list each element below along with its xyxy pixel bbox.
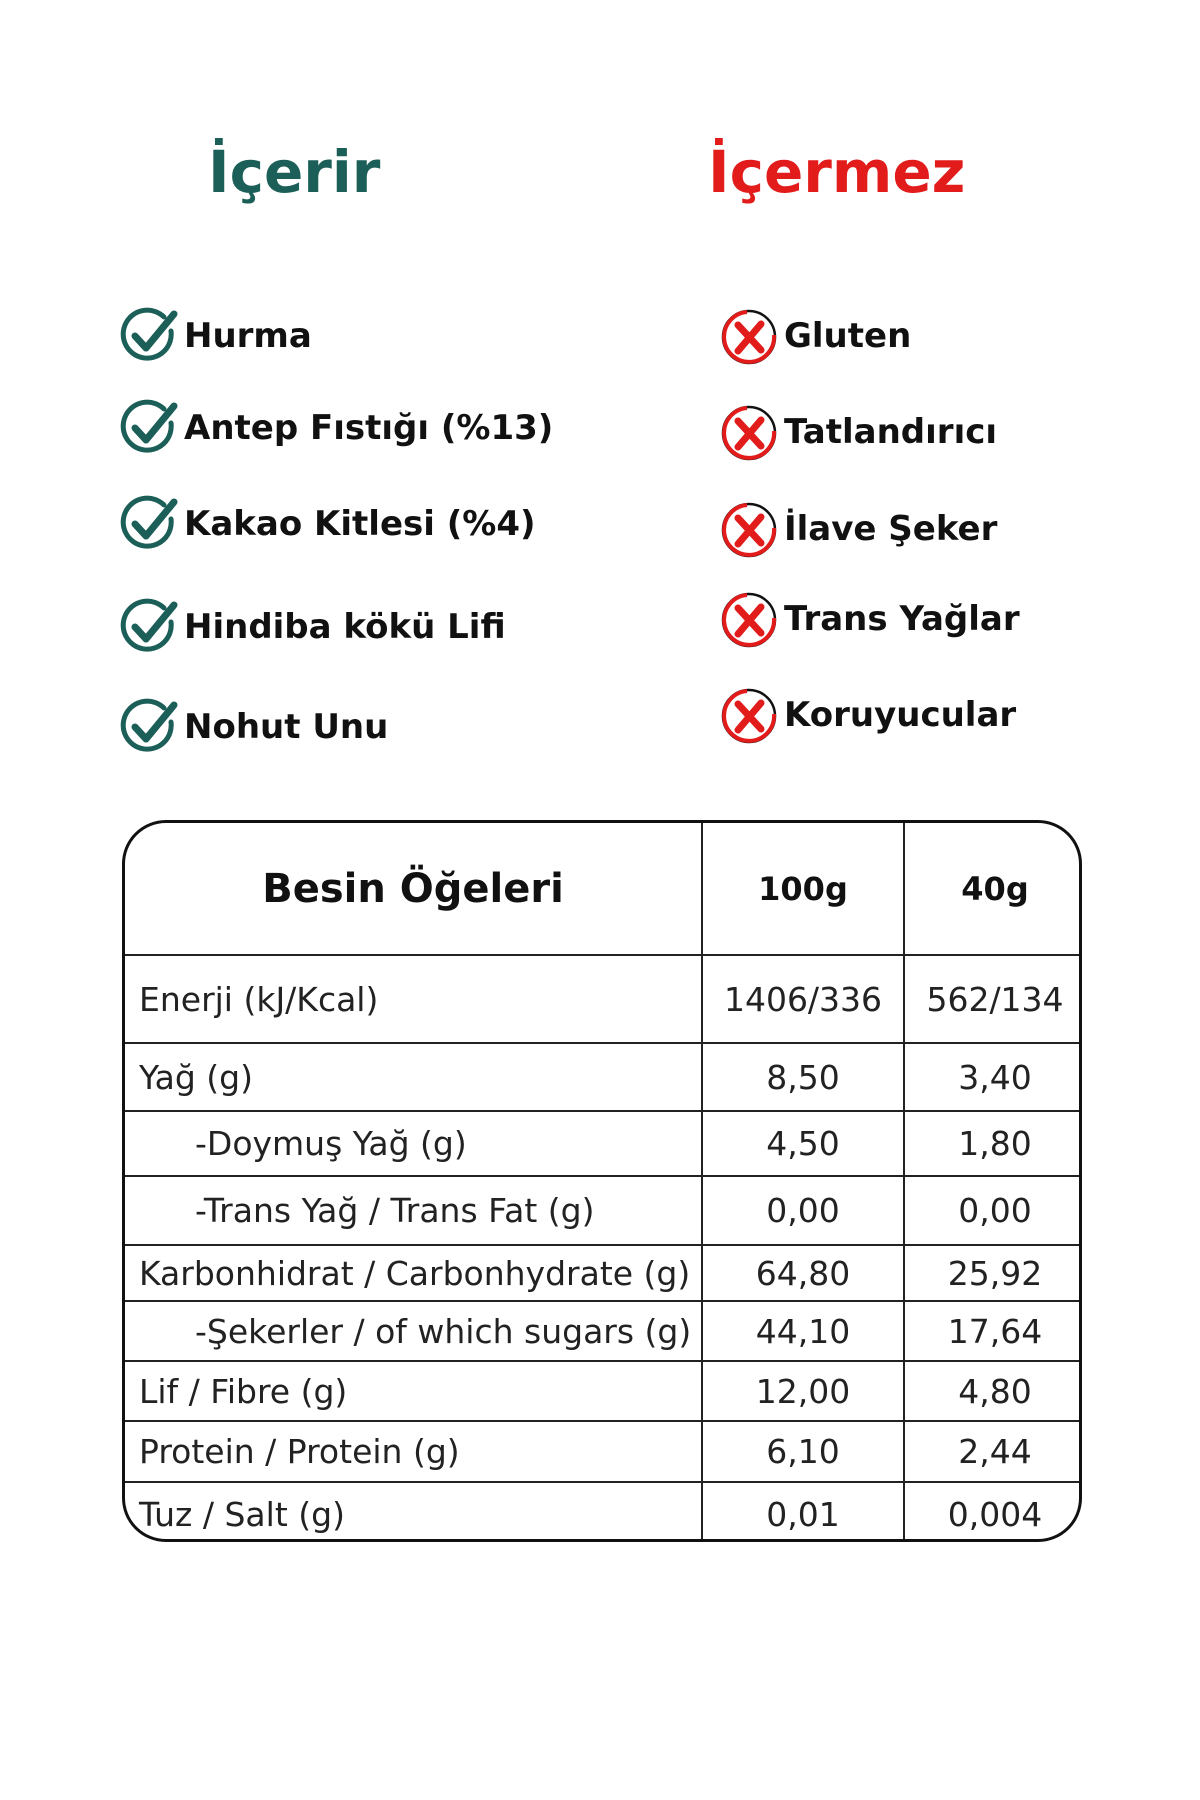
row-value-40g: 0,004 — [904, 1482, 1082, 1542]
row-value-100g: 0,00 — [702, 1176, 904, 1245]
contains-item-label: Antep Fıstığı (%13) — [184, 408, 554, 448]
header-40g: 40g — [904, 823, 1082, 955]
excludes-item — [718, 401, 997, 463]
excludes-item-label: Trans Yağlar — [784, 599, 1020, 639]
table-row — [125, 1245, 1082, 1301]
x-circle-icon — [718, 305, 780, 367]
contains-item-label: Nohut Unu — [184, 707, 389, 747]
excludes-item — [718, 305, 911, 367]
check-circle-icon — [118, 493, 180, 555]
contains-item-label: Hindiba kökü Lifi — [184, 607, 506, 647]
contains-item — [118, 596, 506, 658]
table-row — [125, 1111, 1082, 1176]
row-value-100g: 8,50 — [702, 1043, 904, 1111]
row-value-100g: 6,10 — [702, 1421, 904, 1482]
table-row — [125, 1482, 1082, 1542]
row-label: Enerji (kJ/Kcal) — [125, 955, 702, 1043]
excludes-item — [718, 684, 1016, 746]
row-value-40g: 0,00 — [904, 1176, 1082, 1245]
table-header-row — [125, 823, 1082, 955]
table-row — [125, 1301, 1082, 1361]
row-value-40g: 25,92 — [904, 1245, 1082, 1301]
row-value-100g: 4,50 — [702, 1111, 904, 1176]
row-value-100g: 1406/336 — [702, 955, 904, 1043]
excludes-item-label: İlave Şeker — [784, 509, 998, 549]
row-label: -Trans Yağ / Trans Fat (g) — [125, 1176, 702, 1245]
table-row — [125, 1421, 1082, 1482]
contains-item — [118, 696, 388, 758]
contains-item — [118, 305, 312, 367]
table-row — [125, 1176, 1082, 1245]
check-circle-icon — [118, 696, 180, 758]
check-circle-icon — [118, 305, 180, 367]
row-value-40g: 17,64 — [904, 1301, 1082, 1361]
excludes-item-label: Gluten — [784, 316, 912, 356]
excludes-item-label: Koruyucular — [784, 695, 1017, 735]
excludes-item — [718, 588, 1020, 650]
contains-item — [118, 493, 536, 555]
nutrition-table — [122, 820, 1082, 1542]
row-label: Yağ (g) — [125, 1043, 702, 1111]
row-label: -Doymuş Yağ (g) — [125, 1111, 702, 1176]
row-label: Karbonhidrat / Carbonhydrate (g) — [125, 1245, 702, 1301]
row-value-40g: 3,40 — [904, 1043, 1082, 1111]
x-circle-icon — [718, 588, 780, 650]
table-row — [125, 1361, 1082, 1421]
check-circle-icon — [118, 596, 180, 658]
row-label: Protein / Protein (g) — [125, 1421, 702, 1482]
row-value-100g: 12,00 — [702, 1361, 904, 1421]
row-value-100g: 0,01 — [702, 1482, 904, 1542]
excludes-item — [718, 498, 997, 560]
contains-item — [118, 397, 553, 459]
header-nutrient: Besin Öğeleri — [125, 823, 702, 955]
table-row — [125, 1043, 1082, 1111]
excludes-item-label: Tatlandırıcı — [784, 412, 998, 452]
contains-item-label: Hurma — [184, 316, 312, 356]
row-value-100g: 44,10 — [702, 1301, 904, 1361]
row-label: Lif / Fibre (g) — [125, 1361, 702, 1421]
row-label: Tuz / Salt (g) — [125, 1482, 702, 1542]
x-circle-icon — [718, 684, 780, 746]
excludes-title: İçermez — [708, 138, 966, 206]
x-circle-icon — [718, 401, 780, 463]
row-value-40g: 4,80 — [904, 1361, 1082, 1421]
contains-title: İçerir — [208, 138, 381, 206]
header-100g: 100g — [702, 823, 904, 955]
row-value-40g: 1,80 — [904, 1111, 1082, 1176]
contains-item-label: Kakao Kitlesi (%4) — [184, 504, 536, 544]
row-value-100g: 64,80 — [702, 1245, 904, 1301]
table-row — [125, 955, 1082, 1043]
row-label: -Şekerler / of which sugars (g) — [125, 1301, 702, 1361]
x-circle-icon — [718, 498, 780, 560]
row-value-40g: 562/134 — [904, 955, 1082, 1043]
row-value-40g: 2,44 — [904, 1421, 1082, 1482]
check-circle-icon — [118, 397, 180, 459]
